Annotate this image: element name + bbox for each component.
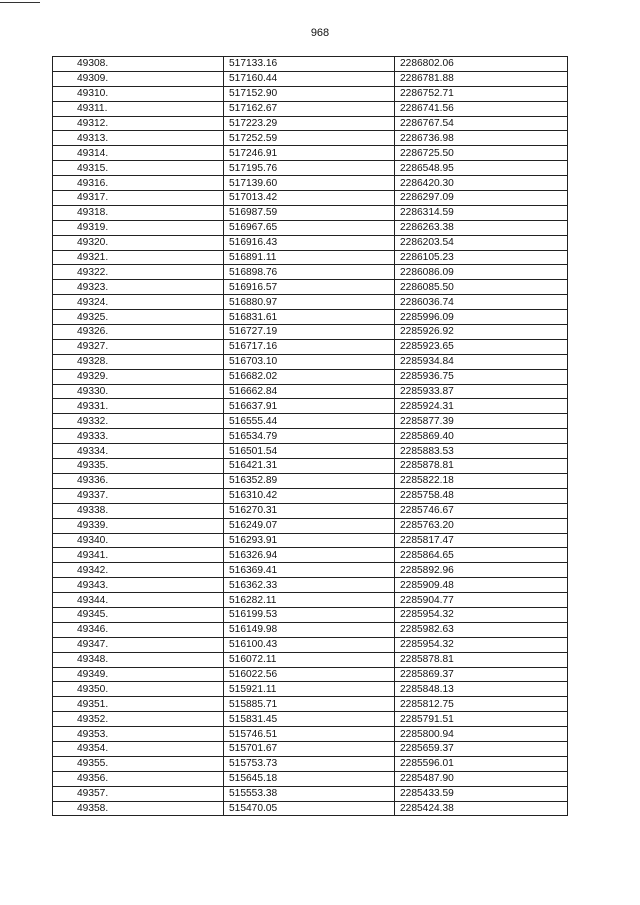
table-row <box>53 399 568 414</box>
y-coordinate-cell: 2285923.65 <box>395 339 568 354</box>
table-row <box>53 488 568 503</box>
point-index-cell: 49314. <box>53 146 224 161</box>
y-coordinate-cell: 2285763.20 <box>395 518 568 533</box>
y-coordinate-cell: 2286036.74 <box>395 295 568 310</box>
point-index-cell: 49347. <box>53 637 224 652</box>
y-coordinate-cell: 2285791.51 <box>395 712 568 727</box>
x-coordinate-cell: 516270.31 <box>224 503 395 518</box>
table-row <box>53 667 568 682</box>
x-coordinate-cell: 516362.33 <box>224 578 395 593</box>
table-row <box>53 459 568 474</box>
point-index-cell: 49329. <box>53 369 224 384</box>
y-coordinate-cell: 2285812.75 <box>395 697 568 712</box>
table-row <box>53 384 568 399</box>
y-coordinate-cell: 2285909.48 <box>395 578 568 593</box>
table-row <box>53 637 568 652</box>
x-coordinate-cell: 516501.54 <box>224 444 395 459</box>
y-coordinate-cell: 2285758.48 <box>395 488 568 503</box>
point-index-cell: 49324. <box>53 295 224 310</box>
point-index-cell: 49335. <box>53 459 224 474</box>
table-row <box>53 682 568 697</box>
x-coordinate-cell: 517152.90 <box>224 86 395 101</box>
coordinates-table-body <box>53 57 568 816</box>
y-coordinate-cell: 2286297.09 <box>395 191 568 206</box>
point-index-cell: 49338. <box>53 503 224 518</box>
x-coordinate-cell: 516916.43 <box>224 235 395 250</box>
table-row <box>53 771 568 786</box>
point-index-cell: 49337. <box>53 488 224 503</box>
table-row <box>53 429 568 444</box>
y-coordinate-cell: 2286105.23 <box>395 250 568 265</box>
y-coordinate-cell: 2286420.30 <box>395 176 568 191</box>
table-row <box>53 697 568 712</box>
table-row <box>53 176 568 191</box>
x-coordinate-cell: 515701.67 <box>224 741 395 756</box>
point-index-cell: 49325. <box>53 310 224 325</box>
x-coordinate-cell: 516703.10 <box>224 354 395 369</box>
y-coordinate-cell: 2285954.32 <box>395 637 568 652</box>
table-row <box>53 727 568 742</box>
x-coordinate-cell: 516149.98 <box>224 622 395 637</box>
y-coordinate-cell: 2286752.71 <box>395 86 568 101</box>
table-row <box>53 250 568 265</box>
point-index-cell: 49356. <box>53 771 224 786</box>
table-row <box>53 161 568 176</box>
y-coordinate-cell: 2285424.38 <box>395 801 568 816</box>
x-coordinate-cell: 516199.53 <box>224 607 395 622</box>
x-coordinate-cell: 516369.41 <box>224 563 395 578</box>
y-coordinate-cell: 2285800.94 <box>395 727 568 742</box>
x-coordinate-cell: 517162.67 <box>224 101 395 116</box>
table-row <box>53 414 568 429</box>
table-row <box>53 116 568 131</box>
point-index-cell: 49353. <box>53 727 224 742</box>
y-coordinate-cell: 2285746.67 <box>395 503 568 518</box>
x-coordinate-cell: 517139.60 <box>224 176 395 191</box>
table-row <box>53 220 568 235</box>
point-index-cell: 49327. <box>53 339 224 354</box>
table-row <box>53 607 568 622</box>
point-index-cell: 49320. <box>53 235 224 250</box>
point-index-cell: 49333. <box>53 429 224 444</box>
y-coordinate-cell: 2286263.38 <box>395 220 568 235</box>
x-coordinate-cell: 516662.84 <box>224 384 395 399</box>
point-index-cell: 49313. <box>53 131 224 146</box>
point-index-cell: 49311. <box>53 101 224 116</box>
x-coordinate-cell: 516727.19 <box>224 325 395 340</box>
y-coordinate-cell: 2286802.06 <box>395 57 568 72</box>
point-index-cell: 49321. <box>53 250 224 265</box>
table-row <box>53 548 568 563</box>
point-index-cell: 49334. <box>53 444 224 459</box>
x-coordinate-cell: 516022.56 <box>224 667 395 682</box>
x-coordinate-cell: 515746.51 <box>224 727 395 742</box>
y-coordinate-cell: 2286203.54 <box>395 235 568 250</box>
y-coordinate-cell: 2285877.39 <box>395 414 568 429</box>
point-index-cell: 49344. <box>53 593 224 608</box>
y-coordinate-cell: 2285864.65 <box>395 548 568 563</box>
point-index-cell: 49316. <box>53 176 224 191</box>
x-coordinate-cell: 516637.91 <box>224 399 395 414</box>
y-coordinate-cell: 2285817.47 <box>395 533 568 548</box>
x-coordinate-cell: 517160.44 <box>224 71 395 86</box>
point-index-cell: 49332. <box>53 414 224 429</box>
table-row <box>53 563 568 578</box>
y-coordinate-cell: 2285904.77 <box>395 593 568 608</box>
table-row <box>53 339 568 354</box>
x-coordinate-cell: 515885.71 <box>224 697 395 712</box>
y-coordinate-cell: 2286548.95 <box>395 161 568 176</box>
x-coordinate-cell: 515645.18 <box>224 771 395 786</box>
point-index-cell: 49357. <box>53 786 224 801</box>
x-coordinate-cell: 516891.11 <box>224 250 395 265</box>
table-row <box>53 473 568 488</box>
table-row <box>53 265 568 280</box>
table-row <box>53 295 568 310</box>
y-coordinate-cell: 2285659.37 <box>395 741 568 756</box>
x-coordinate-cell: 517223.29 <box>224 116 395 131</box>
y-coordinate-cell: 2286741.56 <box>395 101 568 116</box>
point-index-cell: 49310. <box>53 86 224 101</box>
point-index-cell: 49345. <box>53 607 224 622</box>
table-row <box>53 71 568 86</box>
x-coordinate-cell: 516072.11 <box>224 652 395 667</box>
y-coordinate-cell: 2285848.13 <box>395 682 568 697</box>
y-coordinate-cell: 2285996.09 <box>395 310 568 325</box>
table-row <box>53 205 568 220</box>
point-index-cell: 49308. <box>53 57 224 72</box>
x-coordinate-cell: 515470.05 <box>224 801 395 816</box>
table-row <box>53 191 568 206</box>
x-coordinate-cell: 516717.16 <box>224 339 395 354</box>
table-row <box>53 533 568 548</box>
y-coordinate-cell: 2286314.59 <box>395 205 568 220</box>
table-row <box>53 354 568 369</box>
table-row <box>53 578 568 593</box>
x-coordinate-cell: 515753.73 <box>224 756 395 771</box>
y-coordinate-cell: 2286085.50 <box>395 280 568 295</box>
x-coordinate-cell: 517246.91 <box>224 146 395 161</box>
y-coordinate-cell: 2286767.54 <box>395 116 568 131</box>
point-index-cell: 49331. <box>53 399 224 414</box>
point-index-cell: 49342. <box>53 563 224 578</box>
point-index-cell: 49340. <box>53 533 224 548</box>
x-coordinate-cell: 516916.57 <box>224 280 395 295</box>
point-index-cell: 49309. <box>53 71 224 86</box>
point-index-cell: 49358. <box>53 801 224 816</box>
x-coordinate-cell: 516282.11 <box>224 593 395 608</box>
point-index-cell: 49352. <box>53 712 224 727</box>
table-row <box>53 756 568 771</box>
x-coordinate-cell: 516555.44 <box>224 414 395 429</box>
table-row <box>53 146 568 161</box>
y-coordinate-cell: 2286086.09 <box>395 265 568 280</box>
point-index-cell: 49346. <box>53 622 224 637</box>
y-coordinate-cell: 2285487.90 <box>395 771 568 786</box>
y-coordinate-cell: 2285936.75 <box>395 369 568 384</box>
x-coordinate-cell: 516880.97 <box>224 295 395 310</box>
y-coordinate-cell: 2285883.53 <box>395 444 568 459</box>
table-row <box>53 712 568 727</box>
top-rule <box>0 2 40 3</box>
x-coordinate-cell: 516326.94 <box>224 548 395 563</box>
point-index-cell: 49315. <box>53 161 224 176</box>
x-coordinate-cell: 516967.65 <box>224 220 395 235</box>
y-coordinate-cell: 2285892.96 <box>395 563 568 578</box>
point-index-cell: 49336. <box>53 473 224 488</box>
table-row <box>53 518 568 533</box>
x-coordinate-cell: 516898.76 <box>224 265 395 280</box>
y-coordinate-cell: 2285869.40 <box>395 429 568 444</box>
x-coordinate-cell: 516987.59 <box>224 205 395 220</box>
y-coordinate-cell: 2285934.84 <box>395 354 568 369</box>
table-row <box>53 444 568 459</box>
table-row <box>53 101 568 116</box>
point-index-cell: 49350. <box>53 682 224 697</box>
y-coordinate-cell: 2286736.98 <box>395 131 568 146</box>
page-number: 968 <box>310 27 330 39</box>
table-row <box>53 503 568 518</box>
table-row <box>53 57 568 72</box>
table-row <box>53 652 568 667</box>
point-index-cell: 49349. <box>53 667 224 682</box>
table-row <box>53 235 568 250</box>
table-row <box>53 369 568 384</box>
table-row <box>53 786 568 801</box>
x-coordinate-cell: 516831.61 <box>224 310 395 325</box>
y-coordinate-cell: 2285822.18 <box>395 473 568 488</box>
y-coordinate-cell: 2285433.59 <box>395 786 568 801</box>
point-index-cell: 49343. <box>53 578 224 593</box>
point-index-cell: 49319. <box>53 220 224 235</box>
x-coordinate-cell: 517195.76 <box>224 161 395 176</box>
point-index-cell: 49330. <box>53 384 224 399</box>
y-coordinate-cell: 2286725.50 <box>395 146 568 161</box>
y-coordinate-cell: 2285878.81 <box>395 459 568 474</box>
point-index-cell: 49322. <box>53 265 224 280</box>
x-coordinate-cell: 517133.16 <box>224 57 395 72</box>
point-index-cell: 49351. <box>53 697 224 712</box>
y-coordinate-cell: 2285878.81 <box>395 652 568 667</box>
y-coordinate-cell: 2286781.88 <box>395 71 568 86</box>
table-row <box>53 310 568 325</box>
point-index-cell: 49339. <box>53 518 224 533</box>
x-coordinate-cell: 516534.79 <box>224 429 395 444</box>
table-row <box>53 741 568 756</box>
y-coordinate-cell: 2285924.31 <box>395 399 568 414</box>
y-coordinate-cell: 2285596.01 <box>395 756 568 771</box>
y-coordinate-cell: 2285982.63 <box>395 622 568 637</box>
point-index-cell: 49355. <box>53 756 224 771</box>
x-coordinate-cell: 516100.43 <box>224 637 395 652</box>
x-coordinate-cell: 516310.42 <box>224 488 395 503</box>
table-row <box>53 131 568 146</box>
x-coordinate-cell: 516249.07 <box>224 518 395 533</box>
point-index-cell: 49354. <box>53 741 224 756</box>
x-coordinate-cell: 515831.45 <box>224 712 395 727</box>
point-index-cell: 49323. <box>53 280 224 295</box>
point-index-cell: 49318. <box>53 205 224 220</box>
table-row <box>53 801 568 816</box>
table-row <box>53 325 568 340</box>
point-index-cell: 49317. <box>53 191 224 206</box>
x-coordinate-cell: 517013.42 <box>224 191 395 206</box>
y-coordinate-cell: 2285869.37 <box>395 667 568 682</box>
x-coordinate-cell: 516682.02 <box>224 369 395 384</box>
y-coordinate-cell: 2285954.32 <box>395 607 568 622</box>
point-index-cell: 49341. <box>53 548 224 563</box>
table-row <box>53 86 568 101</box>
point-index-cell: 49348. <box>53 652 224 667</box>
x-coordinate-cell: 517252.59 <box>224 131 395 146</box>
x-coordinate-cell: 515921.11 <box>224 682 395 697</box>
point-index-cell: 49328. <box>53 354 224 369</box>
x-coordinate-cell: 516352.89 <box>224 473 395 488</box>
y-coordinate-cell: 2285926.92 <box>395 325 568 340</box>
x-coordinate-cell: 516293.91 <box>224 533 395 548</box>
point-index-cell: 49312. <box>53 116 224 131</box>
table-row <box>53 280 568 295</box>
coordinates-table <box>52 56 568 816</box>
y-coordinate-cell: 2285933.87 <box>395 384 568 399</box>
x-coordinate-cell: 515553.38 <box>224 786 395 801</box>
point-index-cell: 49326. <box>53 325 224 340</box>
table-row <box>53 622 568 637</box>
x-coordinate-cell: 516421.31 <box>224 459 395 474</box>
table-row <box>53 593 568 608</box>
